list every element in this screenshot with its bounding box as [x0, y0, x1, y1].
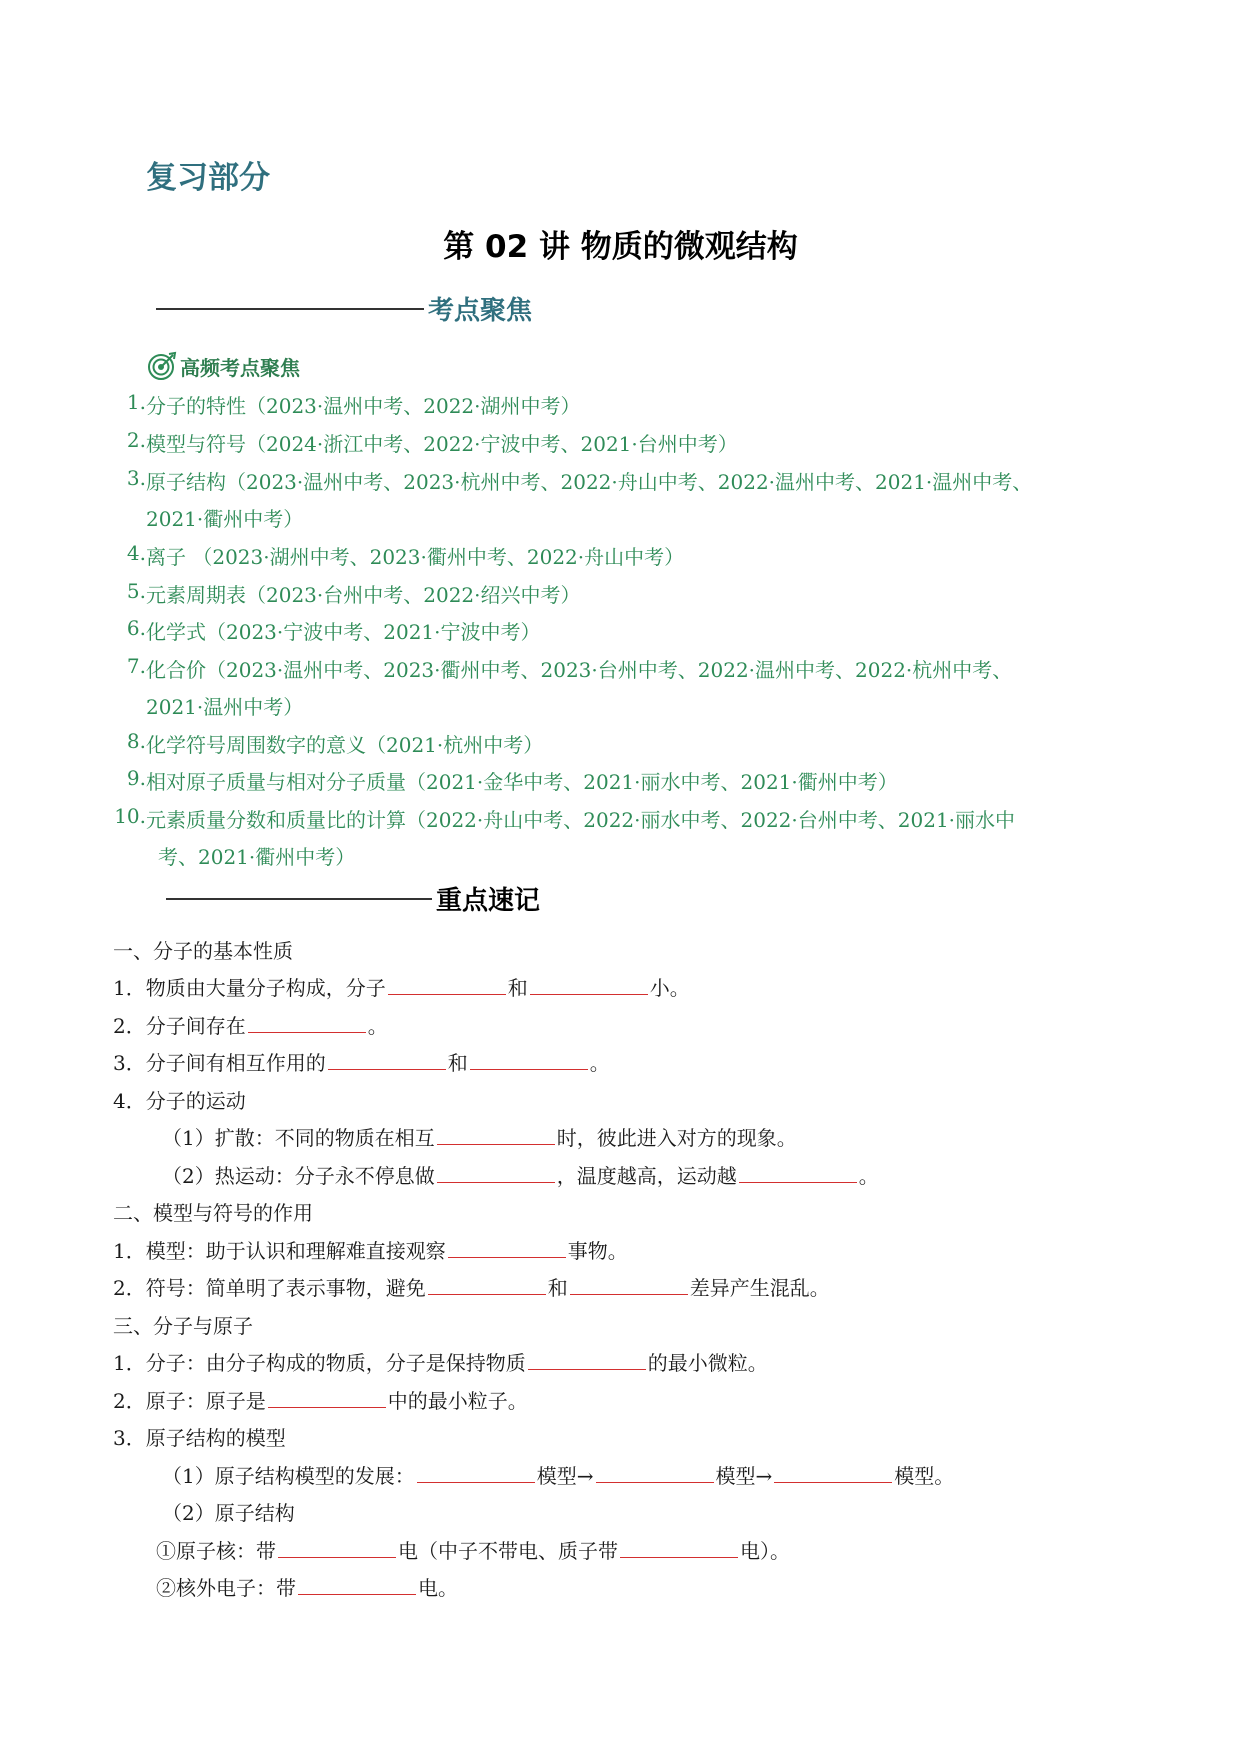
focus-item-10-cont: 考、2021·衢州中考）: [158, 845, 356, 869]
note-line: 3．分子间有相互作用的 和 。: [113, 1047, 610, 1076]
fill-blank[interactable]: [248, 1010, 366, 1033]
fill-blank[interactable]: [417, 1460, 535, 1483]
fill-blank[interactable]: [596, 1460, 714, 1483]
focus-item-5: 5. 元素周期表（2023·台州中考、2022·绍兴中考）: [126, 579, 581, 607]
lecture-title: 第 02 讲 物质的微观结构: [443, 229, 798, 265]
focus-item-7: 7. 化合价（2023·温州中考、2023·衢州中考、2023·台州中考、2022·温州中考、2022·杭州中考、: [126, 654, 1013, 682]
focus-header-text: 考点聚焦: [428, 296, 533, 326]
note-line: （1）原子结构模型的发展： 模型→ 模型→ 模型。: [162, 1460, 954, 1489]
focus-item-7-cont: 2021·温州中考）: [146, 695, 304, 719]
section-1-title: 一、分子的基本性质: [113, 939, 293, 963]
fill-blank[interactable]: [437, 1160, 555, 1183]
focus-item-6: 6. 化学式（2023·宁波中考、2021·宁波中考）: [126, 616, 541, 644]
focus-item-2: 2. 模型与符号（2024·浙江中考、2022·宁波中考、2021·台州中考）: [126, 428, 738, 456]
fill-blank[interactable]: [470, 1047, 588, 1070]
focus-item-1: 1. 分子的特性（2023·温州中考、2022·湖州中考）: [126, 390, 581, 418]
section-3-title: 三、分子与原子: [113, 1314, 253, 1338]
focus-section-header: [156, 290, 532, 327]
fill-blank[interactable]: [278, 1535, 396, 1558]
note-line: 3．原子结构的模型: [113, 1426, 286, 1450]
review-title: 复习部分: [146, 160, 270, 196]
target-icon: [146, 350, 178, 382]
note-line: 2．原子：原子是 中的最小粒子。: [113, 1385, 528, 1414]
high-frequency-heading: [146, 350, 300, 382]
high-frequency-label: 高频考点聚焦: [180, 355, 300, 380]
note-line: 2．符号：简单明了表示事物，避免 和 差异产生混乱。: [113, 1272, 830, 1301]
focus-item-4: 4. 离子 （2023·湖州中考、2023·衢州中考、2022·舟山中考）: [126, 541, 685, 569]
header-rule: [156, 308, 424, 310]
fill-blank[interactable]: [739, 1160, 857, 1183]
section-2-title: 二、模型与符号的作用: [113, 1201, 313, 1225]
notes-header-text: 重点速记: [436, 886, 541, 916]
fill-blank[interactable]: [388, 972, 506, 995]
note-line: （2）原子结构: [162, 1501, 295, 1525]
fill-blank[interactable]: [298, 1572, 416, 1595]
fill-blank[interactable]: [448, 1235, 566, 1258]
fill-blank[interactable]: [528, 1347, 646, 1370]
note-line: 1．分子：由分子构成的物质，分子是保持物质 的最小微粒。: [113, 1347, 768, 1376]
fill-blank[interactable]: [328, 1047, 446, 1070]
note-line: ①原子核：带 电（中子不带电、质子带 电）。: [156, 1535, 790, 1564]
focus-item-8: 8. 化学符号周围数字的意义（2021·杭州中考）: [126, 729, 544, 757]
focus-item-3: 3. 原子结构（2023·温州中考、2023·杭州中考、2022·舟山中考、2022·温州中考、2021·温州中考、: [126, 466, 1033, 494]
note-line: 2．分子间存在 。: [113, 1010, 388, 1039]
note-line: 1．模型：助于认识和理解难直接观察 事物。: [113, 1235, 628, 1264]
fill-blank[interactable]: [570, 1272, 688, 1295]
fill-blank[interactable]: [268, 1385, 386, 1408]
fill-blank[interactable]: [774, 1460, 892, 1483]
fill-blank[interactable]: [428, 1272, 546, 1295]
fill-blank[interactable]: [620, 1535, 738, 1558]
notes-section-header: [166, 880, 540, 917]
focus-item-9: 9. 相对原子质量与相对分子质量（2021·金华中考、2021·丽水中考、2021·衢州中考）: [126, 766, 898, 794]
note-line: ②核外电子：带 电。: [156, 1572, 458, 1601]
header-rule: [166, 898, 432, 900]
focus-item-3-cont: 2021·衢州中考）: [146, 507, 304, 531]
fill-blank[interactable]: [530, 972, 648, 995]
note-line: （1）扩散：不同的物质在相互 时，彼此进入对方的现象。: [162, 1122, 797, 1151]
note-line: （2）热运动：分子永不停息做 ，温度越高，运动越 。: [162, 1160, 879, 1189]
note-line: 4．分子的运动: [113, 1089, 246, 1113]
note-line: 1．物质由大量分子构成，分子 和 小。: [113, 972, 690, 1001]
fill-blank[interactable]: [437, 1122, 555, 1145]
focus-item-10: 10. 元素质量分数和质量比的计算（2022·舟山中考、2022·丽水中考、2022·台州中考、2021·丽水中: [114, 804, 1016, 832]
